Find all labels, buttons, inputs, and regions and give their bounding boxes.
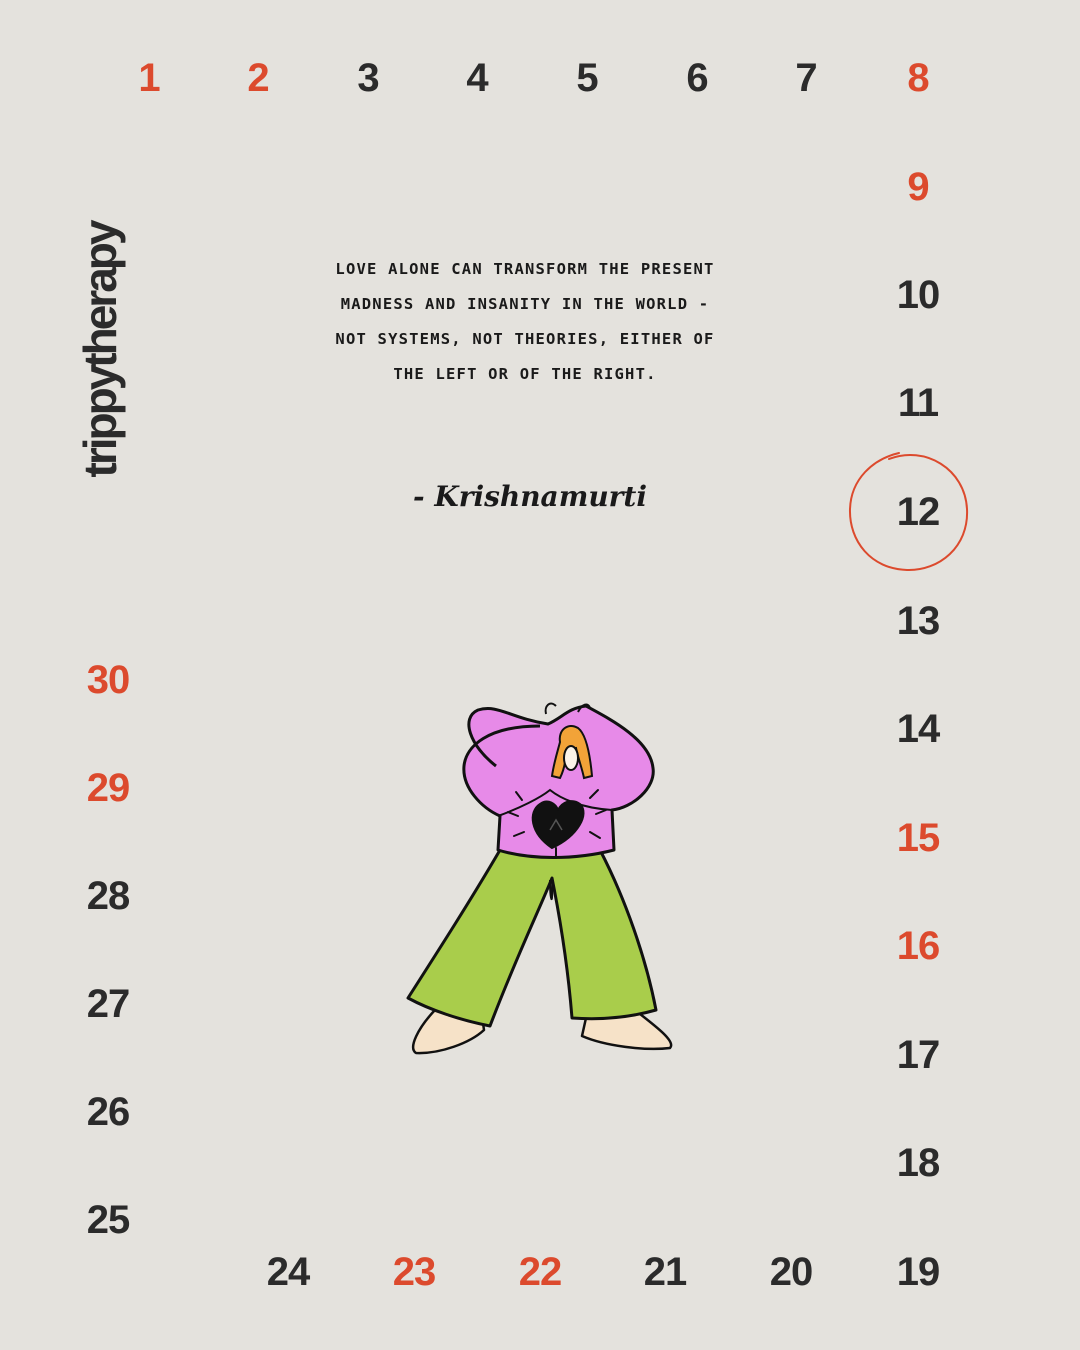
calendar-day-1: 1 [138,56,160,100]
calendar-day-8: 8 [907,56,929,100]
calendar-day-23: 23 [392,1250,436,1294]
calendar-day-21: 21 [643,1250,687,1294]
calendar-day-17: 17 [896,1033,940,1077]
calendar-day-19: 19 [896,1250,940,1294]
calendar-day-7: 7 [795,56,817,100]
calendar-day-6: 6 [686,56,708,100]
person-heart-illustration-icon [400,698,685,1060]
calendar-day-29: 29 [86,766,130,810]
today-highlight-circle-icon [847,449,971,573]
calendar-day-20: 20 [769,1250,813,1294]
calendar-day-4: 4 [466,56,488,100]
calendar-day-26: 26 [86,1090,130,1134]
calendar-day-14: 14 [896,707,940,751]
calendar-day-15: 15 [896,816,940,860]
calendar-day-3: 3 [357,56,379,100]
calendar-day-11: 11 [897,381,939,425]
calendar-day-13: 13 [896,599,940,643]
calendar-day-5: 5 [576,56,598,100]
calendar-day-30: 30 [86,658,130,702]
calendar-day-2: 2 [247,56,269,100]
quote-author: - Krishnamurti [412,480,648,513]
calendar-day-10: 10 [896,273,940,317]
brand-logo-text: trippytherapy [74,222,126,478]
quote-text: LOVE ALONE CAN TRANSFORM THE PRESENT MADNESS AND INSANITY IN THE WORLD - NOT SYSTEMS, NOT THEORIES, EITHER OF THE LEFT OR OF THE RIGHT. [335,260,715,383]
calendar-day-27: 27 [86,982,130,1026]
calendar-day-24: 24 [266,1250,310,1294]
calendar-day-18: 18 [896,1141,940,1185]
calendar-day-16: 16 [896,924,940,968]
calendar-day-9: 9 [907,165,929,209]
calendar-day-12: 12 [896,490,940,534]
calendar-day-28: 28 [86,874,130,918]
calendar-day-25: 25 [86,1198,130,1242]
calendar-day-22: 22 [518,1250,562,1294]
